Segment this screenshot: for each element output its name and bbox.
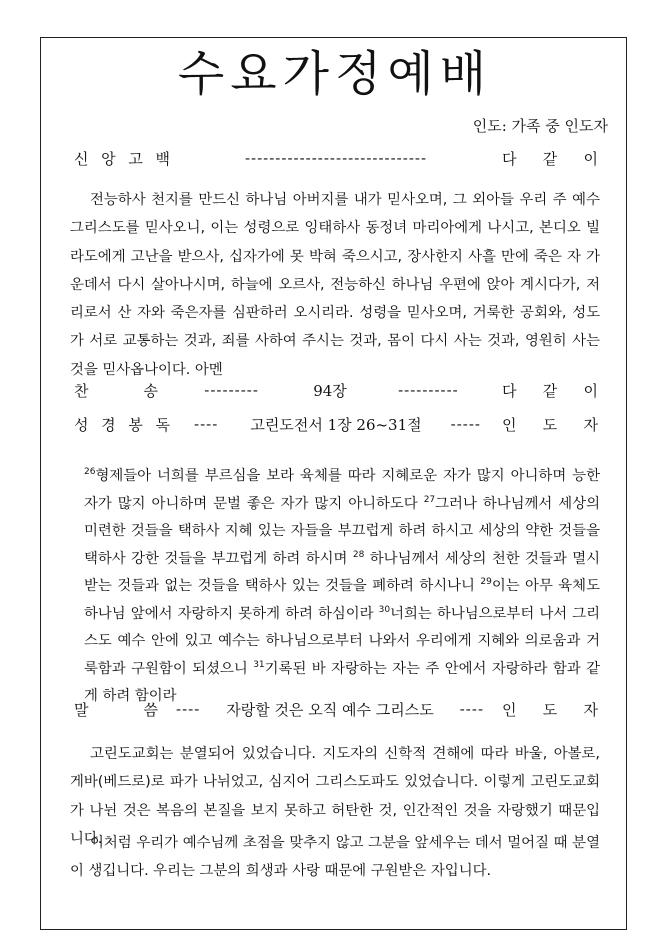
sermon-paragraph-2: 이처럼 우리가 예수님께 초점을 맞추지 않고 그분을 앞세우는 데서 멀어질 때 분열이 생깁니다. 우리는 그분의 희생과 사랑 때문에 구원받은 자입니다. [70, 835, 600, 880]
scripture-reference: 고린도전서 1장 26~31절 [250, 415, 422, 434]
verse-26: $^{26}$형제들아 너희를 부르심을 보라 육체를 따라 지혜로운 자가 많지 아니하며 능한 자가 많지 아니하며 문벌 좋은 자가 많지 아니하도다 [84, 467, 600, 512]
scripture-dashes-left: ---- [194, 415, 219, 433]
hymn-dashes-right: ---------- [398, 381, 459, 399]
sermon-title: 자랑할 것은 오직 예수 그리스도 [226, 700, 434, 719]
page-title: 수요가정예배 [177, 46, 493, 102]
hymn-number: 94장 [313, 381, 347, 400]
scripture-label: 성 경 봉 독 [74, 415, 170, 434]
scripture-who: 인 도 자 [502, 415, 599, 434]
sermon-label: 말 씀 [74, 700, 158, 719]
hymn-who: 다 같 이 [502, 381, 599, 400]
hymn-row [74, 379, 598, 401]
verse-31: $^{31}$기록된 바 자랑하는 자는 주 안에서 자랑하라 함과 같게 하려 함이라 [84, 659, 600, 704]
scripture-row [74, 413, 598, 435]
sermon-row [74, 698, 598, 720]
sermon-dashes-right: ---- [459, 700, 485, 718]
sermon-who: 인 도 자 [502, 700, 599, 719]
sermon-dashes-left: ---- [176, 700, 201, 718]
creed-heading-row [74, 147, 598, 169]
creed-who: 다 같 이 [502, 149, 598, 168]
verse-27: $^{27}$그러나 하나님께서 세상의 미련한 것들을 택하사 지혜 있는 자들을 부끄럽게 하려 하시고 세상의 약한 것들을 택하사 강한 것들을 부끄럽게 하려 하시며 [84, 494, 600, 567]
hymn-label: 찬 송 [74, 381, 158, 400]
hymn-dashes-left: --------- [204, 381, 259, 399]
leader-note: 인도: 가족 중 인도자 [472, 117, 608, 135]
scripture-dashes-right: ----- [450, 415, 481, 433]
creed-text: 전능하사 천지를 만드신 하나님 아버지를 내가 믿사오며, 그 외아들 우리 주 예수 그리스도를 믿사오니, 이는 성령으로 잉태하사 동정녀 마리아에게 나시고, 본디오 빌라도에게 고난을 받으사, 십자가에 못 박혀 죽으시고, 장사한지 사흘 만에 죽은 자 가운데서 다시 살아나시며, 하늘에 오르사, 전능하신 하나님 우편에 앉아 계시다가, 저리로서 산 자와 죽은자를 심판하러 오시리라. 성령을 믿사오며, 거룩한 공회와, 성도가 서로 교통하는 것과, 죄를 사하여 주시는 것과, 몸이 다시 사는 것과, 영원히 사는 것을 믿사옵나이다. 아멘 [70, 192, 600, 378]
verse-30: $^{30}$너희는 하나님으로부터 나서 그리스도 예수 안에 있고 예수는 하나님으로부터 나와서 우리에게 지혜와 의로움과 거룩함과 구원함이 되셨으니 [84, 604, 601, 677]
scripture-text [84, 463, 600, 711]
verse-28: $^{28}$ 하나님께서 세상의 천한 것들과 멸시 받는 것들과 없는 것들을 택하사 있는 것들을 폐하려 하시나니 [84, 549, 600, 594]
sermon-paragraph-1: 고린도교회는 분열되어 있었습니다. 지도자의 신학적 견해에 따라 바울, 아볼로, 게바(베드로)로 파가 나뉘었고, 심지어 그리스도파도 있었습니다. 이렇게 고린도교회가 나뉜 것은 복음의 본질을 보지 못하고 허탄한 것, 인간적인 것을 자랑했기 때문입니다. [70, 746, 600, 847]
creed-label: 신 앙 고 백 [74, 149, 170, 168]
verse-29: $^{29}$이는 아무 육체도 하나님 앞에서 자랑하지 못하게 하려 하심이라 [84, 577, 600, 622]
creed-dashes: ------------------------------ [244, 149, 428, 167]
